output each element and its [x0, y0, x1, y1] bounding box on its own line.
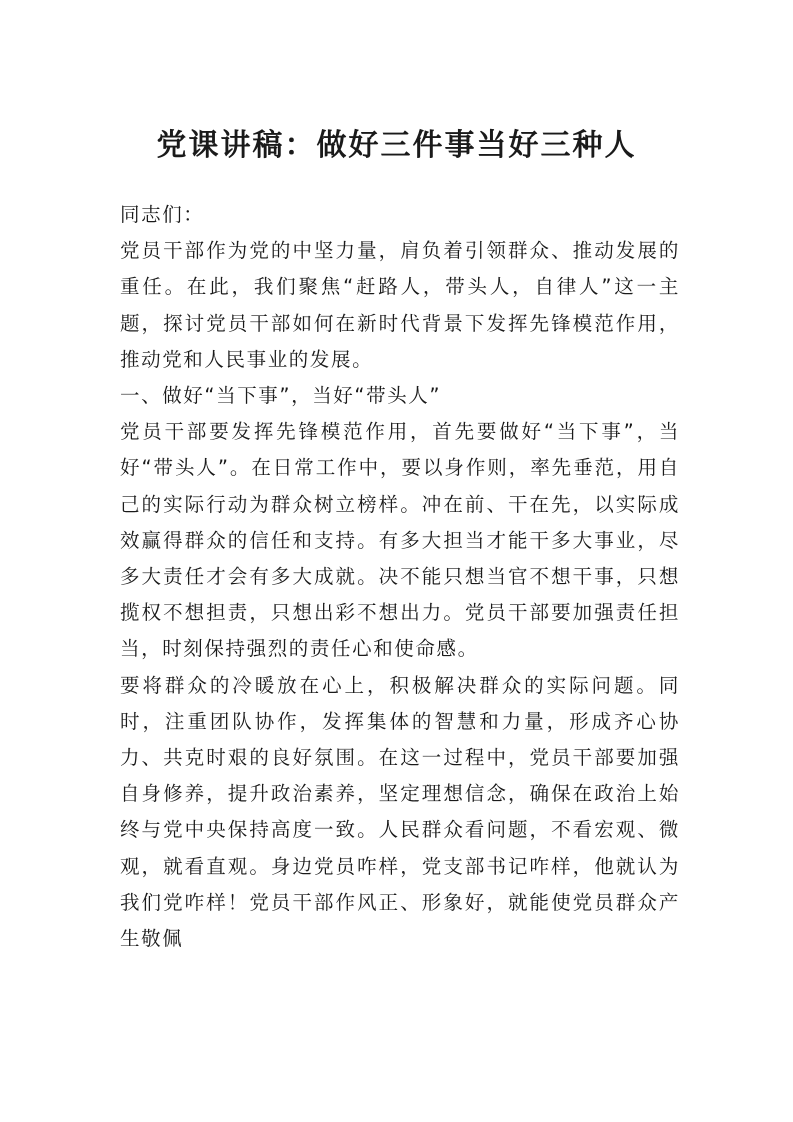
section-heading: 一、做好“当下事”，当好“带头人” — [120, 384, 442, 408]
document-body — [120, 197, 680, 957]
paragraph: 党员干部要发挥先锋模范作用，首先要做好“当下事”，当好“带头人”。在日常工作中，要以身作则，率先垂范，用自己的实际行动为群众树立榜样。冲在前、干在先，以实际成效赢得群众的信任和支持。有多大担当才能干多大事业，尽多大责任才会有多大成就。决不能只想当官不想干事，只想揽权不想担责，只想出彩不想出力。党员干部要加强责任担当，时刻保持强烈的责任心和使命感。 — [120, 420, 680, 661]
paragraph-intro: 党员干部作为党的中坚力量，肩负着引领群众、推动发展的重任。在此，我们聚焦“赶路人，带头人，自律人”这一主题，探讨党员干部如何在新时代背景下发挥先锋模范作用，推动党和人民事业的发展。 — [120, 239, 680, 371]
greeting: 同志们： — [120, 203, 205, 226]
paragraph: 要将群众的冷暖放在心上，积极解决群众的实际问题。同时，注重团队协作，发挥集体的智慧和力量，形成齐心协力、共克时艰的良好氛围。在这一过程中，党员干部要加强自身修养，提升政治素养，坚定理想信念，确保在政治上始终与党中央保持高度一致。人民群众看问题，不看宏观、微观，就看直观。身边党员咋样，党支部书记咋样，他就认为我们党咋样！党员干部作风正、形象好，就能使党员群众产生敬佩 — [120, 673, 680, 951]
document-title: 党课讲稿：做好三件事当好三种人 — [156, 128, 637, 163]
